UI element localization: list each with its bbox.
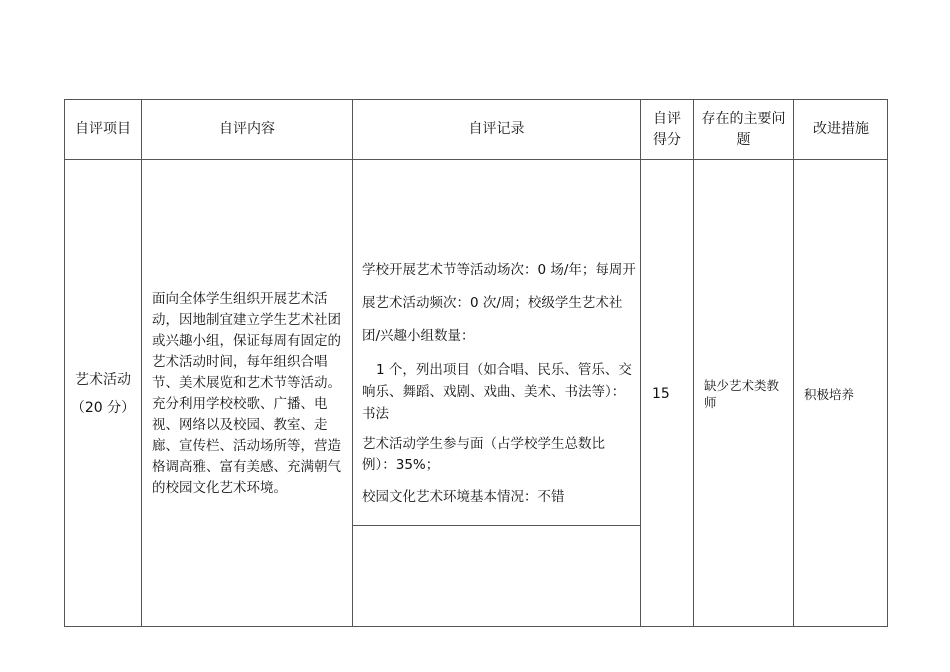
header-measures: 改进措施 — [813, 121, 869, 137]
header-content: 自评内容 — [219, 121, 275, 137]
item-cell — [65, 160, 141, 627]
problems-cell: 缺少艺术类教师 — [704, 377, 780, 410]
record-club-list: 1 个，列出项目（如合唱、民乐、管乐、交响乐、舞蹈、戏剧、戏曲、美术、书法等）：书法 — [362, 362, 632, 422]
item-points: （20 分） — [70, 399, 136, 416]
record-participation: 艺术活动学生参与面（占学校学生总数比例）：35%； — [362, 436, 605, 473]
record-cell — [353, 160, 640, 525]
measures-cell: 积极培养 — [804, 386, 855, 402]
record-activity-frequency: 学校开展艺术节等活动场次：0 场/年；每周开展艺术活动频次：0 次/周；校级学生艺术社团/兴趣小组数量： — [362, 262, 636, 344]
header-score: 自评得分 — [653, 110, 681, 148]
item-name: 艺术活动 — [75, 371, 131, 388]
header-problems: 存在的主要问题 — [701, 110, 786, 148]
self-evaluation-table — [64, 99, 888, 627]
content-cell — [142, 160, 352, 627]
record-empty-cell — [353, 526, 640, 627]
record-environment: 校园文化艺术环境基本情况：不错 — [362, 489, 565, 505]
header-item: 自评项目 — [75, 121, 131, 137]
score-cell: 15 — [652, 385, 670, 402]
content-text: 面向全体学生组织开展艺术活动，因地制宜建立学生艺术社团或兴趣小组，保证每周有固定的艺术活动时间，每年组织合唱节、美术展览和艺术节等活动。充分利用学校校歌、广播、电视、网络以及校园、教室、走廊、宣传栏、活动场所等，营造格调高雅、富有美感、充满朝气的校园文化艺术环境。 — [152, 290, 341, 496]
header-record: 自评记录 — [468, 121, 525, 137]
